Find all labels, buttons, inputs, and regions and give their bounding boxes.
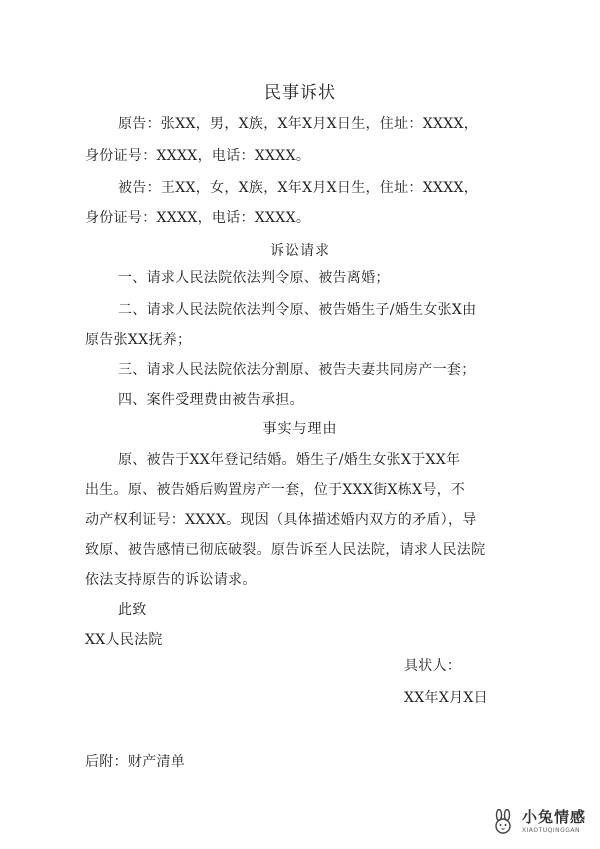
signature-label: 具状人：	[404, 658, 462, 674]
plaintiff-line-2: 身份证号：XXXX，电话：XXXX。	[85, 148, 311, 164]
closing-salutation: 此致	[118, 602, 147, 618]
defendant-line-2: 身份证号：XXXX，电话：XXXX。	[85, 210, 311, 226]
rabbit-icon	[490, 809, 516, 835]
claim-4: 四、案件受理费由被告承担。	[118, 392, 304, 408]
court-name: XX人民法院	[85, 632, 163, 648]
facts-line-4: 致原、被告感情已彻底破裂。原告诉至人民法院，请求人民法院	[85, 542, 486, 558]
defendant-line-1: 被告：王XX，女，X族，X年X月X日生，住址：XXXX，	[118, 180, 479, 196]
facts-line-2: 出生。原、被告婚后购置房产一套，位于XXX街X栋X号，不	[85, 482, 466, 498]
document-date: XX年X月X日	[404, 690, 488, 706]
document-title: 民事诉状	[264, 83, 336, 103]
facts-heading: 事实与理由	[262, 421, 338, 437]
claims-heading: 诉讼请求	[270, 243, 330, 259]
claim-3: 三、请求人民法院依法分割原、被告夫妻共同房产一套；	[118, 362, 476, 378]
facts-line-3: 动产权利证号：XXXX。现因（具体描述婚内双方的矛盾），导	[85, 512, 477, 528]
watermark-name: 小兔情感	[521, 808, 586, 826]
watermark-logo	[490, 809, 586, 835]
facts-line-1: 原、被告于XX年登记结婚。婚生子/婚生女张X于XX年	[118, 452, 461, 468]
watermark-subtitle: XIAOTUQINGGAN	[521, 827, 581, 834]
facts-line-5: 依法支持原告的诉讼请求。	[85, 572, 257, 588]
claim-2: 二、请求人民法院依法判令原、被告婚生子/婚生女张X由	[118, 302, 477, 318]
claim-2-continued: 原告张XX抚养；	[85, 332, 192, 348]
plaintiff-line-1: 原告：张XX，男，X族，X年X月X日生，住址：XXXX，	[118, 116, 479, 132]
attachment-note: 后附：财产清单	[85, 754, 186, 770]
claim-1: 一、请求人民法院依法判令原、被告离婚；	[118, 270, 390, 286]
